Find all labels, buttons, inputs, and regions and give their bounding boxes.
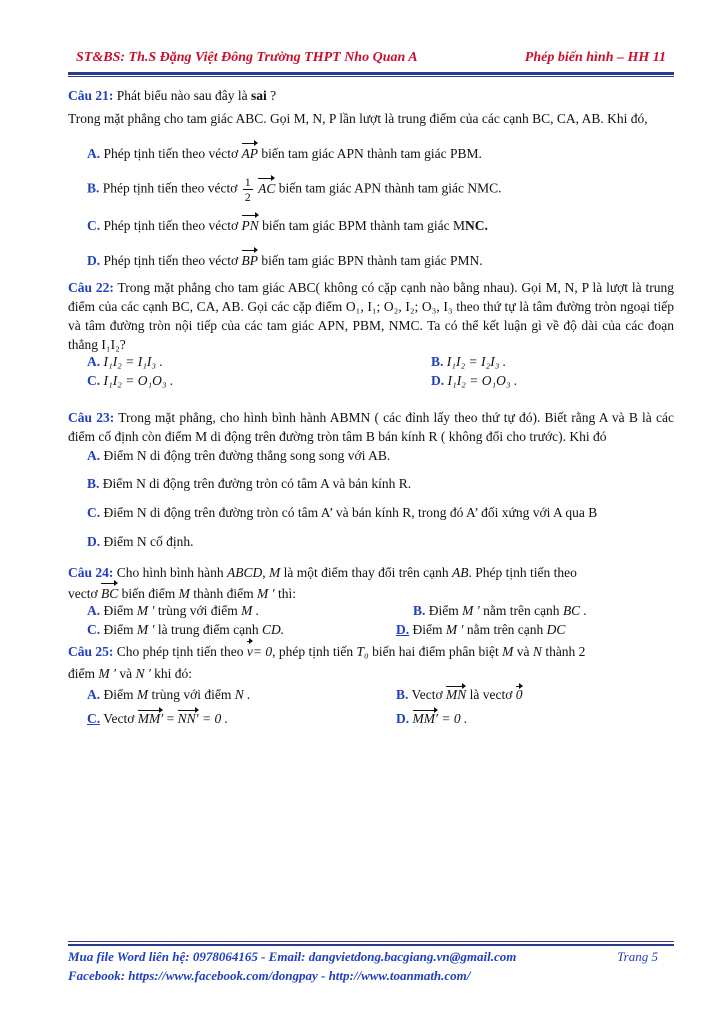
q22-text: Trong mặt phẳng cho tam giác ABC( không có cặp cạnh nào bằng nhau). Gọi M, N, P là lượt là trung điểm của các cạnh BC, CA, AB. Gọi các cặp điểm O₁, I₁; O₂, I₂; O₃, I₃ theo thứ tự là tâm đường tròn ngoại tiếp và tâm đường tròn nội tiếp của các tam giác APN, PBM, NMC. Ta có thể kết luận gì về độ dài của các đoạn thẳng I₁I₂?: [68, 280, 674, 352]
q24-text: là một điểm thay đổi trên cạnh: [283, 565, 449, 580]
q25-text: , phép tịnh tiến: [272, 644, 354, 659]
vector: MM′: [137, 711, 164, 726]
q24-text: Cho hình bình hành: [116, 565, 224, 580]
fraction-numerator: 1: [244, 175, 251, 189]
option-text: biến tam giác BPN thành tam giác PMN.: [261, 253, 483, 268]
option-label: C.: [87, 711, 101, 726]
q25-text: thành 2: [545, 644, 586, 659]
q23-option-b: [68, 474, 674, 493]
q25-title: [68, 642, 674, 661]
math-symbol: AB: [451, 565, 469, 580]
option-text: Điểm: [428, 603, 459, 618]
math-symbol: =: [166, 711, 175, 726]
q24-label: Câu 24:: [68, 565, 114, 580]
q21-option-b: [68, 175, 674, 204]
option-label: C.: [87, 622, 101, 637]
q24-option-d: [396, 622, 565, 638]
q22-option-c: [87, 373, 173, 389]
option-text: I₁I₂ = I₂I₃ .: [446, 354, 507, 369]
math-symbol: M: [269, 565, 281, 580]
math-symbol: M ′: [136, 603, 155, 618]
math-symbol: = 0 .: [441, 711, 468, 726]
option-label: A.: [87, 448, 101, 463]
q21-option-d: [68, 251, 674, 270]
option-text: I₁I₂ = O₁O₃ .: [103, 373, 174, 388]
q22-label: Câu 22:: [68, 280, 114, 295]
footer-contact: Mua file Word liên hệ: 0978064165 - Email: dangvietdong.bacgiang.vn@gmail.com: [68, 949, 517, 964]
q21-title: [68, 86, 674, 105]
option-label: D.: [87, 534, 101, 549]
page-footer: [68, 947, 674, 985]
option-label: C.: [87, 505, 101, 520]
q21-label: Câu 21:: [68, 88, 114, 103]
q24-options-row-2: [68, 622, 674, 641]
option-label: D.: [87, 253, 101, 268]
q25-text: Cho phép tịnh tiến theo: [116, 644, 244, 659]
math-symbol: N .: [234, 687, 251, 702]
vector: AP: [241, 146, 258, 161]
q21-end: ?: [270, 88, 277, 103]
q22-options-row-2: [68, 373, 674, 392]
question-list: [68, 84, 674, 730]
q24-title-line2: [68, 584, 674, 603]
math-symbol: DC: [546, 622, 566, 637]
option-label: C.: [87, 218, 101, 233]
q24-text: thành điểm: [193, 586, 254, 601]
footer-rule: [68, 944, 674, 946]
option-text: Điểm N di động trên đường tròn có tâm A’ và bán kính R, trong đó A’ đối xứng với A qua B: [103, 505, 598, 520]
vector: 0: [515, 687, 523, 702]
q21-option-c: [68, 216, 674, 235]
q22-option-d: [431, 373, 517, 389]
q21-stem: Trong mặt phẳng cho tam giác ABC. Gọi M, N, P lần lượt là trung điểm của các cạnh BC, CA, AB. Khi đó,: [68, 111, 648, 126]
q21-option-a: [68, 144, 674, 163]
vector: BP: [241, 253, 258, 268]
option-text: Phép tịnh tiến theo véctơ: [103, 218, 239, 233]
option-text: biến tam giác APN thành tam giác NMC.: [278, 180, 502, 196]
footer-rule-thin: [68, 941, 674, 942]
q21-text: Phát biểu nào sau đây là: [116, 88, 248, 103]
vector: BC: [101, 586, 119, 601]
q25-options-row-2: [68, 711, 674, 730]
header-rule-thin: [68, 76, 674, 77]
option-label: D.: [431, 373, 445, 388]
q22-options-row-1: [68, 354, 674, 373]
q22-option-b: [431, 354, 506, 370]
option-text: I₁I₂ = O₁O₃ .: [447, 373, 518, 388]
math-symbol: = 0 .: [201, 711, 228, 726]
math-symbol: = 0: [252, 644, 273, 659]
option-text: Điểm N di động trên đường tròn có tâm A và bán kính R.: [102, 476, 412, 491]
q25-text: biến hai điểm phân biệt: [372, 644, 499, 659]
option-label: D.: [396, 711, 410, 726]
math-symbol: M ′: [257, 586, 275, 601]
q23-text: Trong mặt phẳng, cho hình bình hành ABMN ( các đỉnh lấy theo thứ tự đó). Biết rằng A và B là các điểm cố định còn điểm M di động trên đường tròn tâm B bán kính R ( không đổi cho trước). Khi đó: [68, 410, 674, 444]
header-author: ST&BS: Th.S Đặng Việt Đông Trường THPT Nho Quan A: [76, 50, 418, 65]
option-text: Điểm: [412, 622, 443, 637]
math-symbol: M: [136, 687, 149, 702]
vector: PN: [241, 218, 259, 233]
q25-text: và: [516, 644, 530, 659]
q25-option-c: [87, 711, 228, 727]
option-text: là trung điểm cạnh: [157, 622, 259, 637]
option-text: Điểm N cố định.: [103, 534, 194, 549]
option-text: Điểm: [103, 622, 134, 637]
q24-text: thì:: [277, 586, 296, 601]
math-symbol: M: [502, 644, 514, 659]
fraction: [243, 175, 253, 204]
option-label: C.: [87, 373, 101, 388]
vector: AC: [258, 180, 276, 196]
q23-option-c: [68, 503, 674, 522]
q25-text: khi đó:: [154, 666, 193, 681]
option-label: B.: [87, 180, 100, 196]
q24-option-a: [87, 603, 259, 619]
q24-text: biến điểm: [121, 586, 176, 601]
q21-bold: sai: [250, 88, 267, 103]
math-symbol: ABCD: [227, 565, 263, 580]
math-symbol: M: [178, 586, 190, 601]
vector: MN: [446, 687, 467, 702]
option-text: Phép tịnh tiến theo véctơ: [102, 180, 238, 196]
q25-option-b: [396, 687, 523, 703]
math-symbol: M ′: [98, 666, 116, 681]
math-symbol: M ′: [445, 622, 464, 637]
option-text: Điểm: [103, 687, 134, 702]
q24-options-row-1: [68, 603, 674, 622]
option-text: biến tam giác BPM thành tam giác M: [262, 218, 465, 233]
option-text-bold: NC.: [464, 218, 488, 233]
q25-option-d: [396, 711, 467, 727]
q23-label: Câu 23:: [68, 410, 115, 425]
option-text: Phép tịnh tiến theo véctơ: [103, 253, 239, 268]
option-label: A.: [87, 146, 101, 161]
vector: v: [246, 644, 253, 659]
option-text: trùng với điểm: [151, 687, 232, 702]
vector: NN′: [177, 711, 199, 726]
option-label: B.: [431, 354, 444, 369]
fraction-denominator: 2: [244, 190, 251, 204]
option-label: A.: [87, 687, 101, 702]
vector: MM′: [412, 711, 438, 726]
q25-options-row-1: [68, 687, 674, 706]
option-text: là vectơ: [469, 687, 513, 702]
q25-label: Câu 25:: [68, 644, 114, 659]
q25-title-line2: [68, 664, 674, 683]
q22-option-a: [87, 354, 163, 370]
q25-option-a: [87, 687, 251, 703]
option-text: trùng với điểm: [157, 603, 238, 618]
math-symbol: T₀: [356, 644, 369, 659]
option-label: A.: [87, 603, 101, 618]
page-number: Trang 5: [617, 949, 658, 964]
option-text: nằm trên cạnh: [483, 603, 560, 618]
page-header: [68, 48, 674, 72]
math-symbol: M ′: [462, 603, 480, 618]
q23-option-d: [68, 532, 674, 551]
math-symbol: BC .: [562, 603, 587, 618]
header-rule: [68, 72, 674, 75]
math-symbol: N: [532, 644, 542, 659]
q24-title: [68, 563, 674, 582]
q23-title: [68, 408, 674, 446]
q24-text: . Phép tịnh tiến theo: [468, 565, 577, 580]
math-symbol: CD.: [262, 622, 285, 637]
math-symbol: N ′: [135, 666, 151, 681]
option-label: A.: [87, 354, 101, 369]
option-text: Phép tịnh tiến theo véctơ: [103, 146, 239, 161]
option-text: Điểm: [103, 603, 134, 618]
q22-title: [68, 278, 674, 354]
option-text: biến tam giác APN thành tam giác PBM.: [261, 146, 482, 161]
option-text: nằm trên cạnh: [466, 622, 544, 637]
option-text: Vectơ: [103, 711, 135, 726]
math-symbol: M ′: [136, 622, 155, 637]
header-topic: Phép biến hình – HH 11: [524, 50, 666, 65]
option-label: B.: [413, 603, 426, 618]
math-symbol: M .: [241, 603, 260, 618]
q25-text: điểm: [68, 666, 95, 681]
q24-option-c: [87, 622, 284, 638]
option-text: Điểm N di động trên đường thẳng song song với AB.: [103, 448, 391, 463]
option-label: D.: [396, 622, 410, 637]
option-label: B.: [87, 476, 100, 491]
q23-option-a: [68, 446, 674, 465]
footer-links: Facebook: https://www.facebook.com/dongpay - http://www.toanmath.com/: [68, 968, 471, 983]
option-text: Vectơ: [411, 687, 443, 702]
q24-text: ,: [262, 565, 266, 580]
q25-text: và: [119, 666, 133, 681]
option-label: B.: [396, 687, 409, 702]
q24-text: vectơ: [68, 586, 98, 601]
option-text: I₁I₂ = I₁I₃ .: [103, 354, 163, 369]
q24-option-b: [413, 603, 587, 619]
